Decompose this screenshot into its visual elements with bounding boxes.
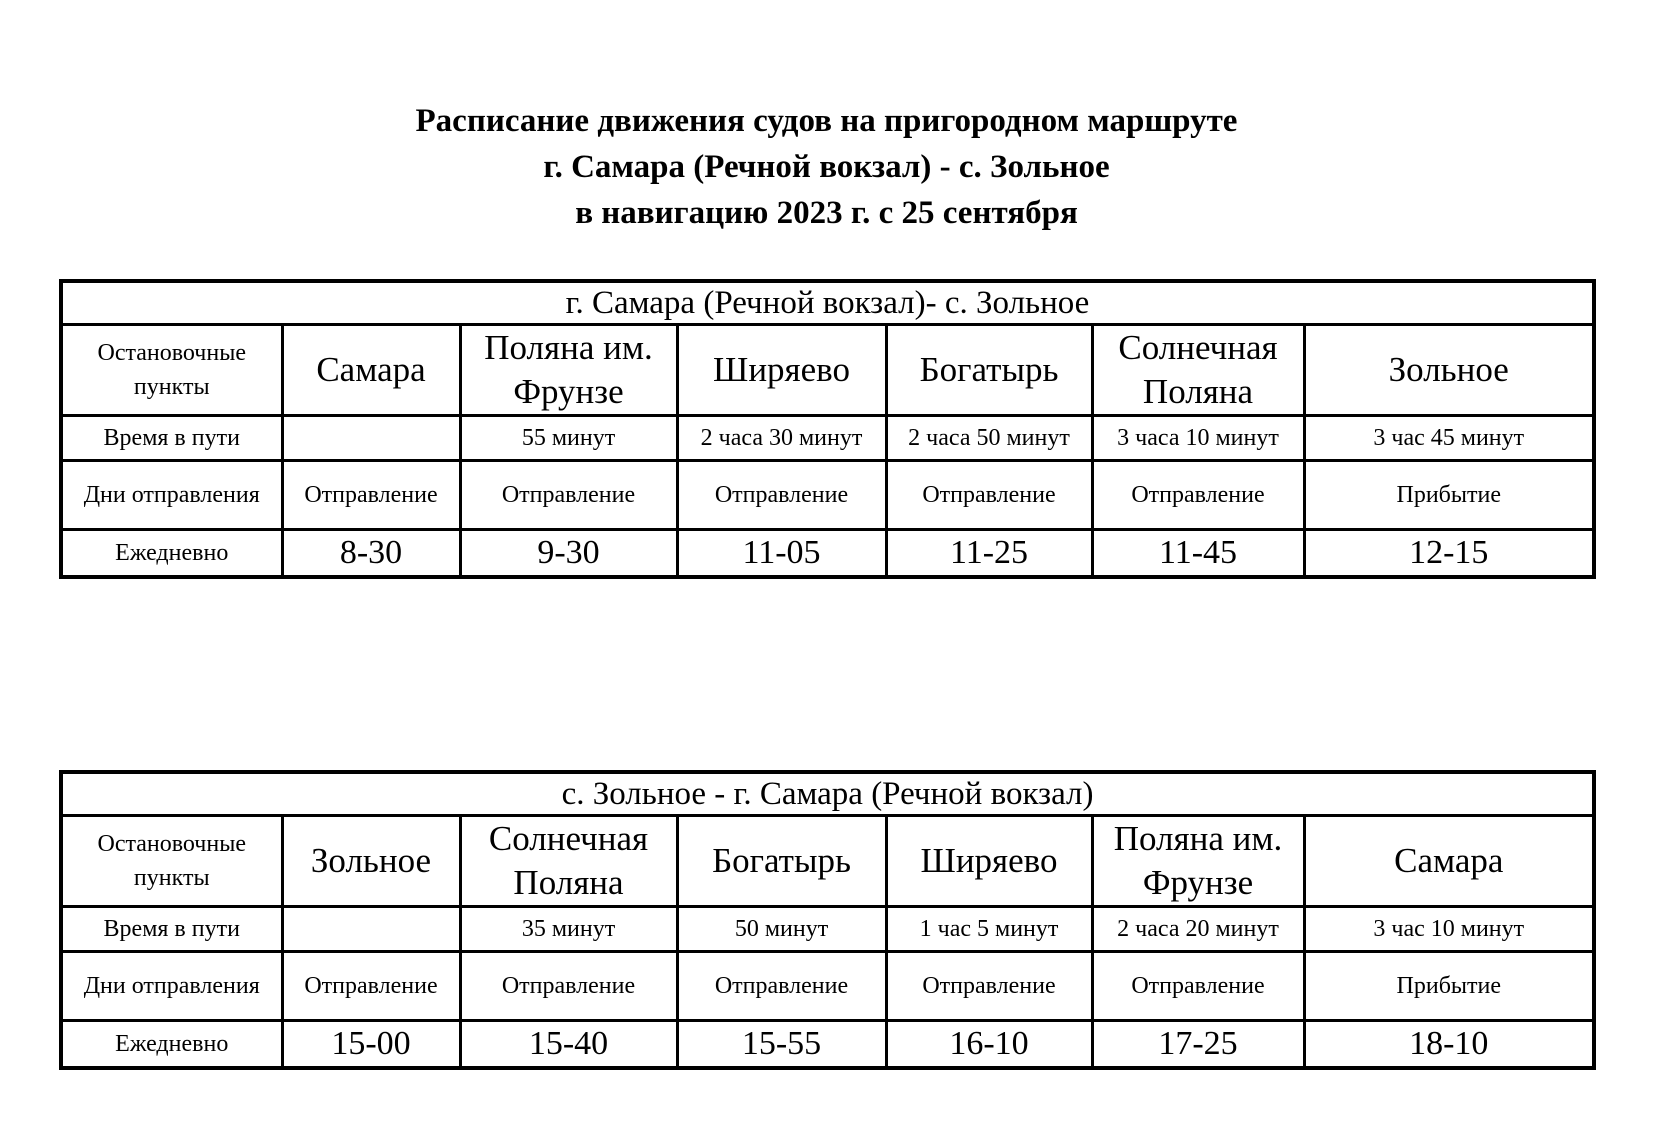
travel-cell: 3 час 10 минут bbox=[1304, 907, 1594, 952]
row-label-travel: Время в пути bbox=[61, 907, 282, 952]
travel-cell: 2 часа 50 минут bbox=[886, 416, 1092, 461]
travel-cell: 2 часа 20 минут bbox=[1092, 907, 1304, 952]
time-cell: 16-10 bbox=[886, 1021, 1092, 1069]
travel-cell: 1 час 5 минут bbox=[886, 907, 1092, 952]
type-cell: Отправление bbox=[460, 461, 677, 530]
stop-cell: Самара bbox=[282, 325, 460, 416]
time-cell: 8-30 bbox=[282, 530, 460, 578]
row-label-daily: Ежедневно bbox=[61, 1021, 282, 1069]
stops-row bbox=[61, 325, 1594, 416]
travel-cell bbox=[282, 416, 460, 461]
type-cell: Отправление bbox=[1092, 461, 1304, 530]
stop-cell: Ширяево bbox=[677, 325, 886, 416]
schedule-table-samara-zolnoe bbox=[59, 279, 1596, 579]
stop-cell: Солнечная Поляна bbox=[1092, 325, 1304, 416]
table-header: г. Самара (Речной вокзал)- с. Зольное bbox=[61, 281, 1594, 325]
times-row bbox=[61, 530, 1594, 578]
travel-cell: 35 минут bbox=[460, 907, 677, 952]
stop-cell: Зольное bbox=[1304, 325, 1594, 416]
stop-cell: Поляна им. Фрунзе bbox=[460, 325, 677, 416]
type-cell: Отправление bbox=[282, 461, 460, 530]
time-cell: 18-10 bbox=[1304, 1021, 1594, 1069]
type-cell: Отправление bbox=[282, 952, 460, 1021]
travel-cell: 50 минут bbox=[677, 907, 886, 952]
stop-cell: Зольное bbox=[282, 816, 460, 907]
title-line-2: г. Самара (Речной вокзал) - с. Зольное bbox=[543, 149, 1110, 185]
time-cell: 17-25 bbox=[1092, 1021, 1304, 1069]
type-cell: Отправление bbox=[886, 952, 1092, 1021]
departure-type-row bbox=[61, 952, 1594, 1021]
row-label-stops: Остановочные пункты bbox=[61, 816, 282, 907]
row-label-daily: Ежедневно bbox=[61, 530, 282, 578]
time-cell: 11-45 bbox=[1092, 530, 1304, 578]
type-cell: Отправление bbox=[677, 952, 886, 1021]
time-cell: 11-05 bbox=[677, 530, 886, 578]
time-cell: 9-30 bbox=[460, 530, 677, 578]
travel-cell: 2 часа 30 минут bbox=[677, 416, 886, 461]
stops-row bbox=[61, 816, 1594, 907]
stop-cell: Поляна им. Фрунзе bbox=[1092, 816, 1304, 907]
stop-cell: Ширяево bbox=[886, 816, 1092, 907]
time-cell: 12-15 bbox=[1304, 530, 1594, 578]
type-cell: Прибытие bbox=[1304, 952, 1594, 1021]
title-line-3: в навигацию 2023 г. с 25 сентября bbox=[575, 195, 1078, 231]
times-row bbox=[61, 1021, 1594, 1069]
stop-cell: Самара bbox=[1304, 816, 1594, 907]
travel-cell: 3 час 45 минут bbox=[1304, 416, 1594, 461]
row-label-days: Дни отправления bbox=[61, 461, 282, 530]
table-header: с. Зольное - г. Самара (Речной вокзал) bbox=[61, 772, 1594, 816]
stop-cell: Богатырь bbox=[677, 816, 886, 907]
row-label-travel: Время в пути bbox=[61, 416, 282, 461]
type-cell: Отправление bbox=[886, 461, 1092, 530]
page-title bbox=[0, 98, 1653, 236]
stop-cell: Богатырь bbox=[886, 325, 1092, 416]
schedule-table-zolnoe-samara bbox=[59, 770, 1596, 1070]
row-label-stops: Остановочные пункты bbox=[61, 325, 282, 416]
travel-cell: 55 минут bbox=[460, 416, 677, 461]
type-cell: Отправление bbox=[677, 461, 886, 530]
title-line-1: Расписание движения судов на пригородном маршруте bbox=[415, 103, 1238, 139]
type-cell: Отправление bbox=[1092, 952, 1304, 1021]
row-label-days: Дни отправления bbox=[61, 952, 282, 1021]
type-cell: Прибытие bbox=[1304, 461, 1594, 530]
travel-cell bbox=[282, 907, 460, 952]
travel-time-row bbox=[61, 416, 1594, 461]
time-cell: 11-25 bbox=[886, 530, 1092, 578]
time-cell: 15-55 bbox=[677, 1021, 886, 1069]
type-cell: Отправление bbox=[460, 952, 677, 1021]
time-cell: 15-00 bbox=[282, 1021, 460, 1069]
departure-type-row bbox=[61, 461, 1594, 530]
time-cell: 15-40 bbox=[460, 1021, 677, 1069]
travel-time-row bbox=[61, 907, 1594, 952]
travel-cell: 3 часа 10 минут bbox=[1092, 416, 1304, 461]
stop-cell: Солнечная Поляна bbox=[460, 816, 677, 907]
